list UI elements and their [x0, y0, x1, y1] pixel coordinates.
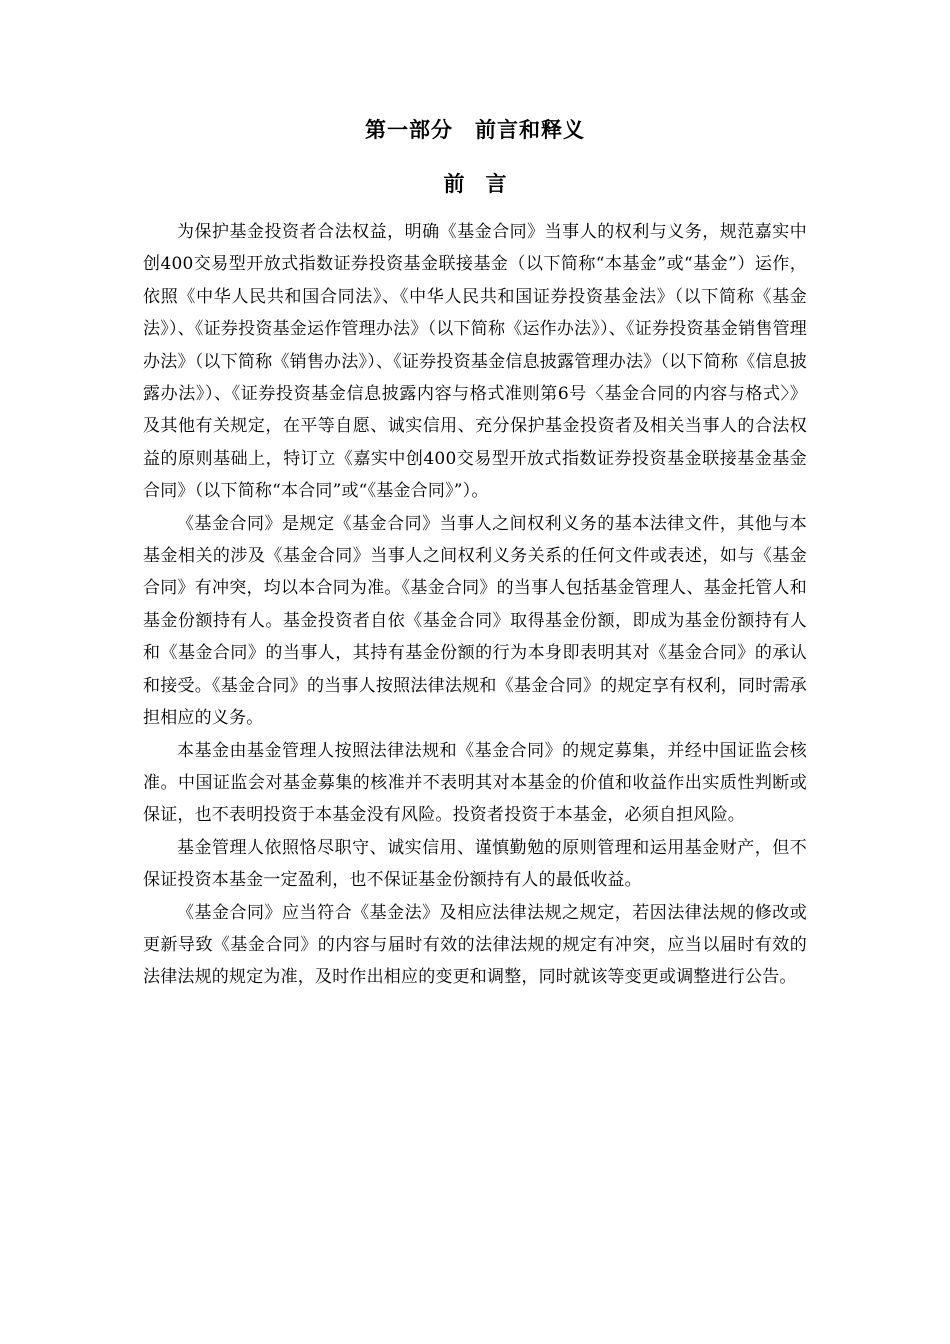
paragraph-manager-duty: 基金管理人依照恪尽职守、诚实信用、谨慎勤勉的原则管理和运用基金财产，但不保证投资本基金一定盈利，也不保证基金份额持有人的最低收益。 [143, 837, 807, 891]
document-body [143, 112, 807, 994]
paragraph-law-compliance: 《基金合同》应当符合《基金法》及相应法律法规之规定，若因法律法规的修改或更新导致《基金合同》的内容与届时有效的法律法规的规定有冲突，应当以届时有效的法律法规的规定为准，及时作出相应的变更和调整，同时就该等变更或调整进行公告。 [143, 902, 807, 988]
paragraph-contract-definition: 《基金合同》是规定《基金合同》当事人之间权利义务的基本法律文件，其他与本基金相关的涉及《基金合同》当事人之间权利义务关系的任何文件或表述，如与《基金合同》有冲突，均以本合同为准。《基金合同》的当事人包括基金管理人、基金托管人和基金份额持有人。基金投资者自依《基金合同》取得基金份额，即成为基金份额持有人和《基金合同》的当事人，其持有基金份额的行为本身即表明其对《基金合同》的承认和接受。《基金合同》的当事人按照法律法规和《基金合同》的规定享有权利，同时需承担相应的义务。 [143, 513, 807, 729]
section-title: 前 言 [443, 171, 507, 196]
part-title: 第一部分 前言和释义 [365, 117, 585, 142]
paragraph-purpose: 为保护基金投资者合法权益，明确《基金合同》当事人的权利与义务，规范嘉实中创400交易型开放式指数证券投资基金联接基金（以下简称“本基金”或“基金”）运作，依照《中华人民共和国合同法》、《中华人民共和国证券投资基金法》（以下简称《基金法》）、《证券投资基金运作管理办法》（以下简称《运作办法》）、《证券投资基金销售管理办法》（以下简称《销售办法》）、《证券投资基金信息披露管理办法》（以下简称《信息披露办法》）、《证券投资基金信息披露内容与格式准则第6号〈基金合同的内容与格式〉》及其他有关规定，在平等自愿、诚实信用、充分保护基金投资者及相关当事人的合法权益的原则基础上，特订立《嘉实中创400交易型开放式指数证券投资基金联接基金基金合同》（以下简称“本合同”或“《基金合同》”）。 [143, 222, 807, 502]
paragraph-approval-risk: 本基金由基金管理人按照法律法规和《基金合同》的规定募集，并经中国证监会核准。中国证监会对基金募集的核准并不表明其对本基金的价值和收益作出实质性判断或保证，也不表明投资于本基金没有风险。投资者投资于本基金，必须自担风险。 [143, 740, 807, 826]
